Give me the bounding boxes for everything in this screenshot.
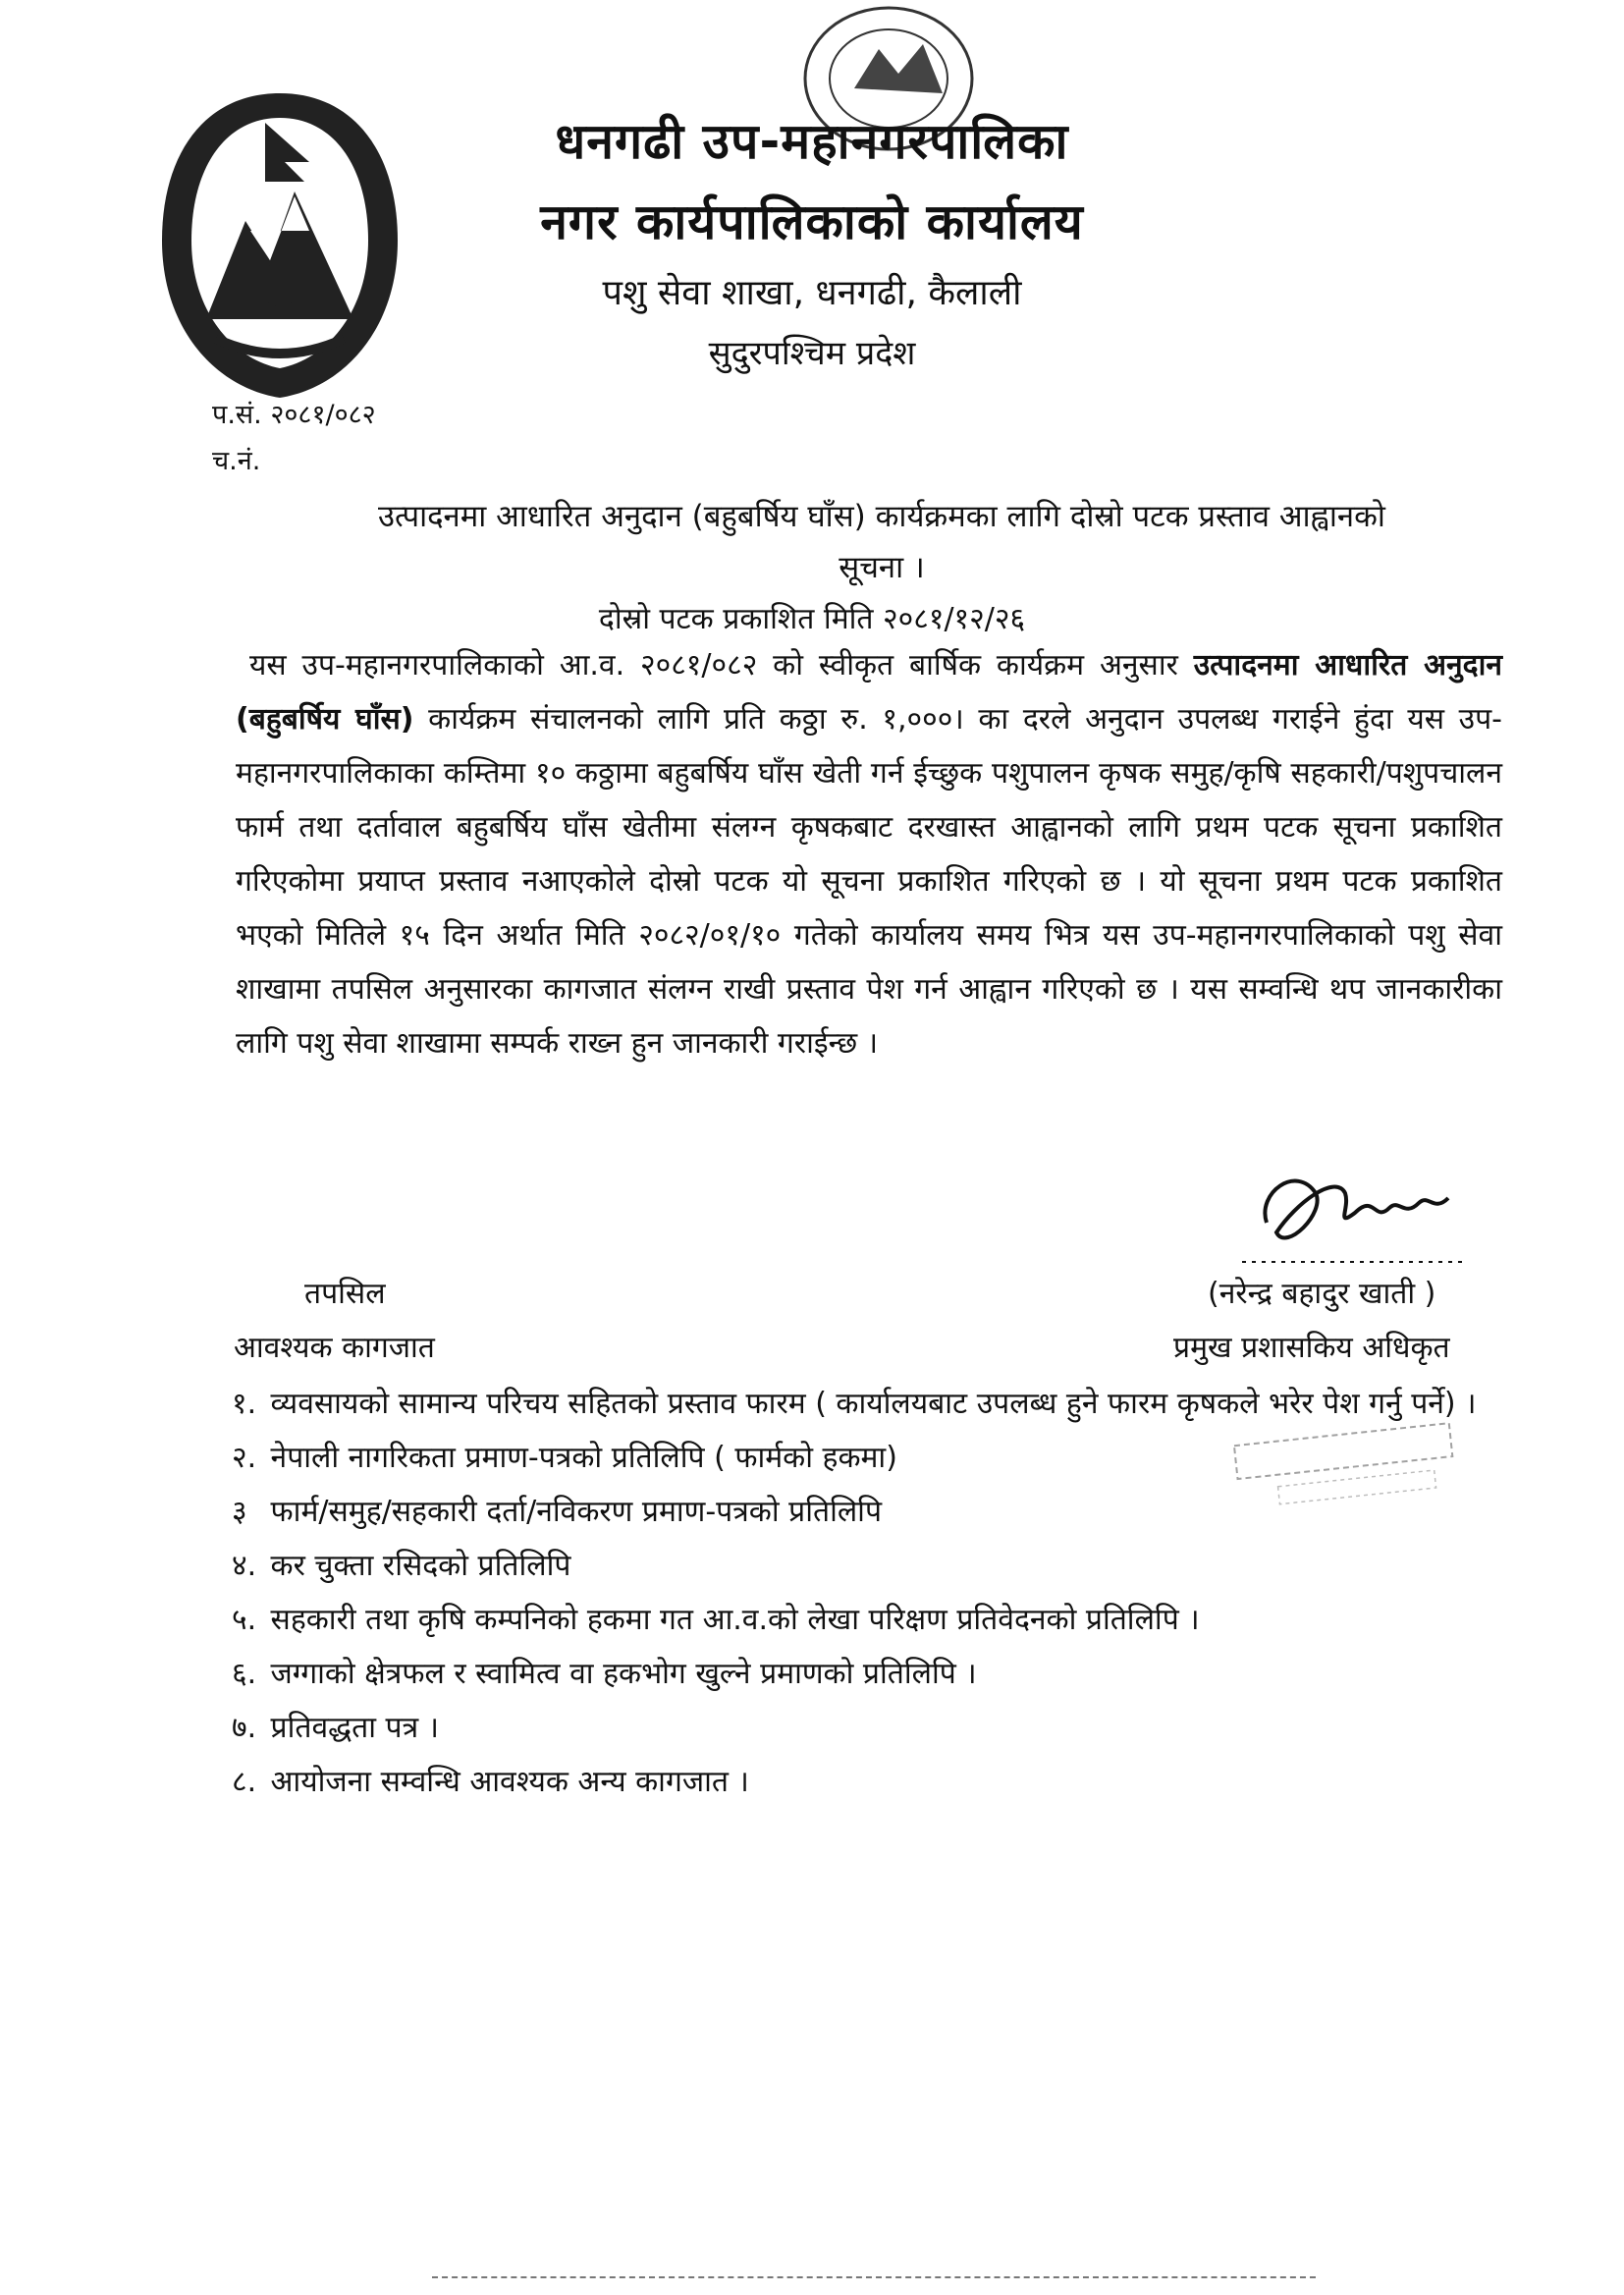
subject-line-1: उत्पादनमा आधारित अनुदान (बहुबर्षिय घाँस) कार्यक्रमका लागि दोस्रो पटक प्रस्ताव आह्वानको bbox=[378, 499, 1385, 534]
list-item: १. व्यवसायको सामान्य परिचय सहितको प्रस्ताव फारम ( कार्यालयबाट उपलब्ध हुने फारम कृषकले भरेर पेश गर्नु पर्ने) । bbox=[232, 1387, 1477, 1421]
body-bold-program: उत्पादनमा आधारित अनुदान (बहुबर्षिय घाँस) bbox=[236, 648, 1502, 737]
tapasil-label: तपसिल bbox=[304, 1277, 386, 1311]
list-item: ५. सहकारी तथा कृषि कम्पनिको हकमा गत आ.व.को लेखा परिक्षण प्रतिवेदनको प्रतिलिपि । bbox=[232, 1603, 1200, 1637]
body-part-2: कार्यक्रम संचालनको लागि प्रति कठ्ठा रु. १,०००। का दरले अनुदान उपलब्ध गराईने हुंदा यस उप-महानगरपालिकाका कम्तिमा १० कठ्ठामा बहुबर्षिय घाँस खेती गर्न ईच्छुक पशुपालन कृषक समुह/कृषि सहकारी/पशुपचालन फार्म तथा दर्तावाल बहुबर्षिय घाँस खेतीमा संलग्न कृषकबाट दरखास्त आह्वानको लागि प्रथम पटक सूचना प्रकाशित गरिएकोमा प्रयाप्त प्रस्ताव नआएकोले दोस्रो पटक यो सूचना प्रकाशित गरिएको छ । यो सूचना प्रथम पटक प्रकाशित भएको मितिले १५ दिन अर्थात मिति २०८२/०१/१० गतेको कार्यालय समय भित्र यस उप-महानगरपालिकाको पशु सेवा शाखामा तपसिल अनुसारका कागजात संलग्न राखी प्रस्ताव पेश गर्न आह्वान गरिएको छ । यस सम्वन्धि थप जानकारीका लागि पशु सेवा शाखामा सम्पर्क राख्न हुन जानकारी गराईन्छ । bbox=[236, 702, 1502, 1061]
published-date: दोस्रो पटक प्रकाशित मिति २०८१/१२/२६ bbox=[598, 602, 1026, 636]
signatory-title: प्रमुख प्रशासकिय अधिकृत bbox=[1173, 1331, 1450, 1365]
dispatch-number: च.नं. bbox=[212, 446, 261, 476]
list-item: ७. प्रतिवद्धता पत्र । bbox=[232, 1711, 440, 1745]
notice-body bbox=[236, 638, 1502, 1070]
list-item: ८. आयोजना सम्वन्धि आवश्यक अन्य कागजात । bbox=[232, 1765, 749, 1799]
required-docs-heading: आवश्यक कागजात bbox=[234, 1331, 435, 1365]
notice-subject bbox=[273, 491, 1490, 593]
list-item: ६. जग्गाको क्षेत्रफल र स्वामित्व वा हकभोग खुल्ने प्रमाणको प्रतिलिपि । bbox=[232, 1657, 977, 1691]
body-part-1: यस उप-महानगरपालिकाको आ.व. २०८१/०८२ को स्वीकृत बार्षिक कार्यक्रम अनुसार bbox=[249, 648, 1194, 683]
signature-icon bbox=[1227, 1134, 1483, 1272]
list-item: ४. कर चुक्ता रसिदको प्रतिलिपि bbox=[232, 1549, 571, 1583]
list-item: २. नेपाली नागरिकता प्रमाण-पत्रको प्रतिलिपि ( फार्मको हकमा) bbox=[232, 1441, 897, 1475]
office-subname: नगर कार्यपालिकाको कार्यालय bbox=[540, 193, 1084, 250]
office-name: धनगढी उप-महानगरपालिका bbox=[555, 113, 1069, 170]
letter-number: प.सं. २०८१/०८२ bbox=[212, 400, 376, 430]
list-item: ३ फार्म/समुह/सहकारी दर्ता/नविकरण प्रमाण-पत्रको प्रतिलिपि bbox=[232, 1495, 882, 1529]
subject-line-2: सूचना । bbox=[839, 550, 925, 585]
office-province: सुदुरपश्चिम प्रदेश bbox=[708, 334, 916, 373]
signatory-name: (नरेन्द्र बहादुर खाती ) bbox=[1208, 1277, 1436, 1311]
office-section: पशु सेवा शाखा, धनगढी, कैलाली bbox=[602, 273, 1022, 313]
name-stamp-icon bbox=[1208, 1414, 1492, 1522]
bottom-divider bbox=[432, 2276, 1316, 2278]
